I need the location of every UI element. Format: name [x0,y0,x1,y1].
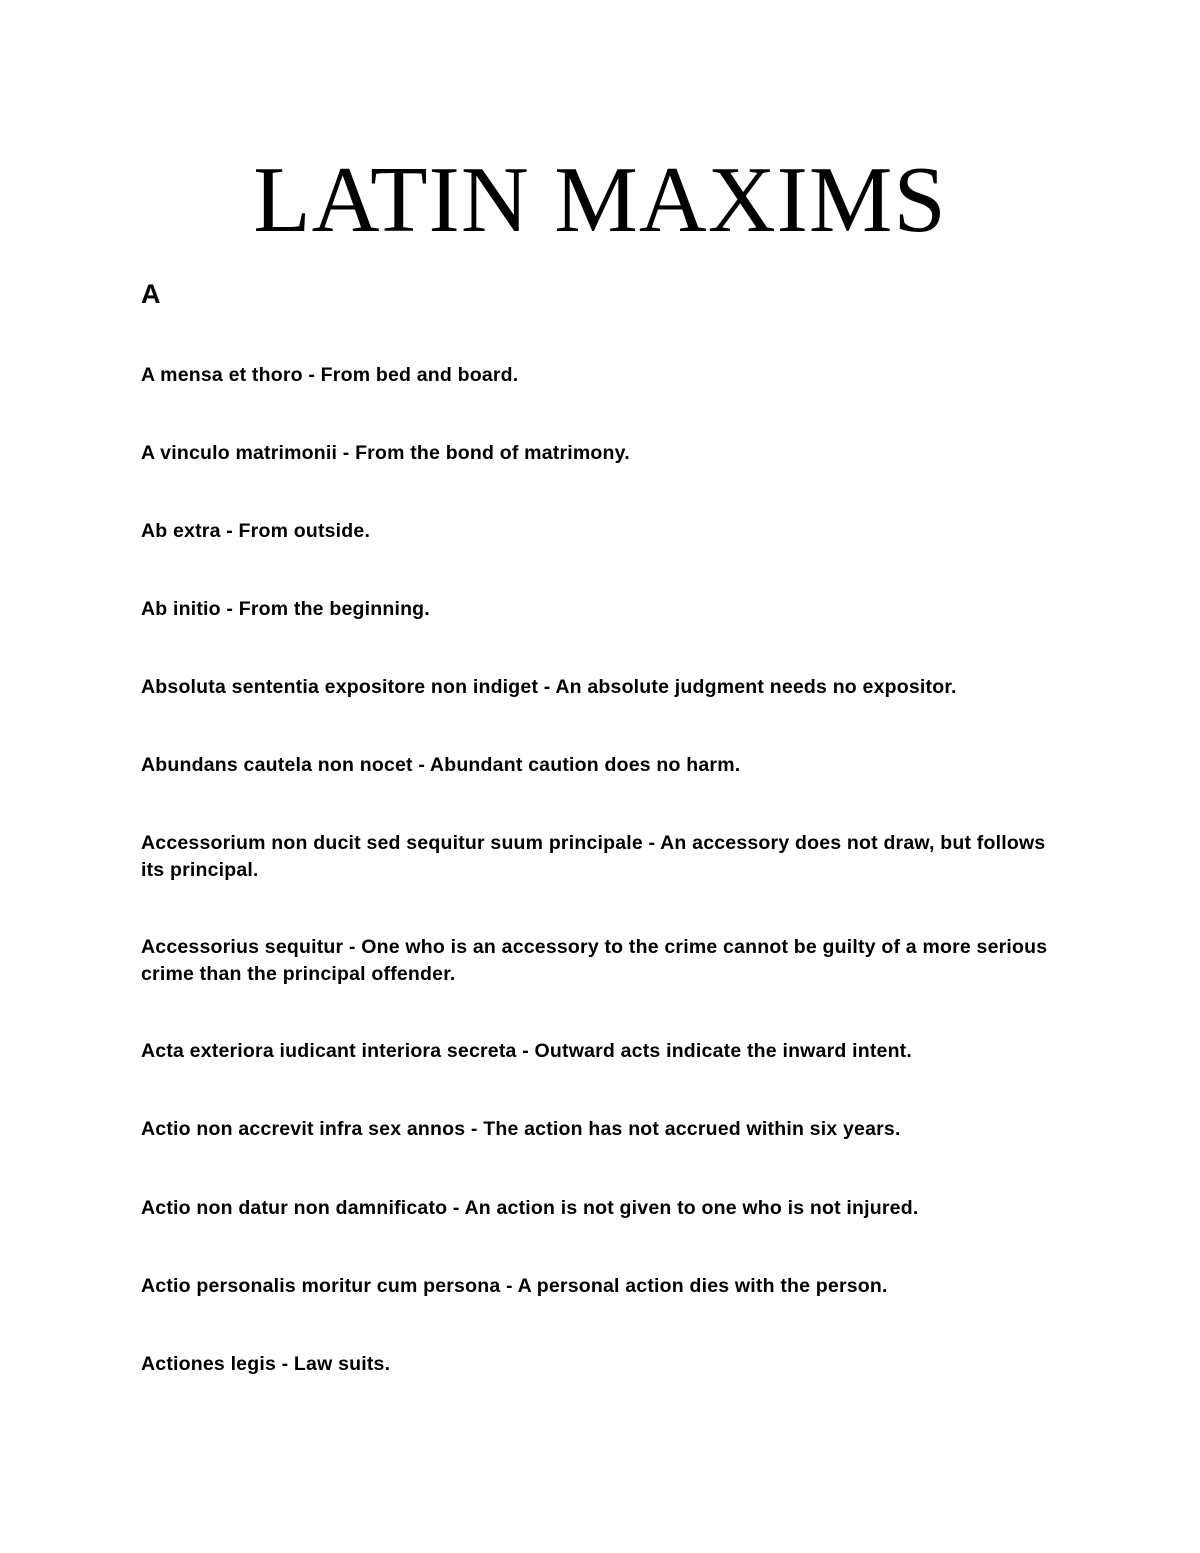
section-heading-a: A [141,279,161,309]
maxim-entry: Actio non accrevit infra sex annos - The action has not accrued within six years. [141,1118,901,1140]
maxim-entry: Actio non datur non damnificato - An action is not given to one who is not injured. [141,1197,919,1219]
maxim-entry: Ab extra - From outside. [141,520,371,542]
maxim-entry: Abundans cautela non nocet - Abundant caution does no harm. [141,754,741,776]
maxim-entry: Accessorium non ducit sed sequitur suum principale - An accessory does not draw, but follows its principal. [141,832,1046,881]
maxim-entry: Actio personalis moritur cum persona - A personal action dies with the person. [141,1275,888,1297]
maxim-entry: Accessorius sequitur - One who is an accessory to the crime cannot be guilty of a more serious crime than the principal offender. [141,936,1048,985]
page-title: LATIN MAXIMS [253,148,947,252]
maxim-entry: Ab initio - From the beginning. [141,598,430,620]
maxim-entry: A vinculo matrimonii - From the bond of matrimony. [141,442,630,464]
maxim-entry: Absoluta sententia expositore non indiget - An absolute judgment needs no expositor. [141,676,957,698]
maxim-entry: A mensa et thoro - From bed and board. [141,364,519,386]
maxim-entry: Acta exteriora iudicant interiora secreta - Outward acts indicate the inward intent. [141,1040,912,1062]
maxim-entry: Actiones legis - Law suits. [141,1353,391,1375]
